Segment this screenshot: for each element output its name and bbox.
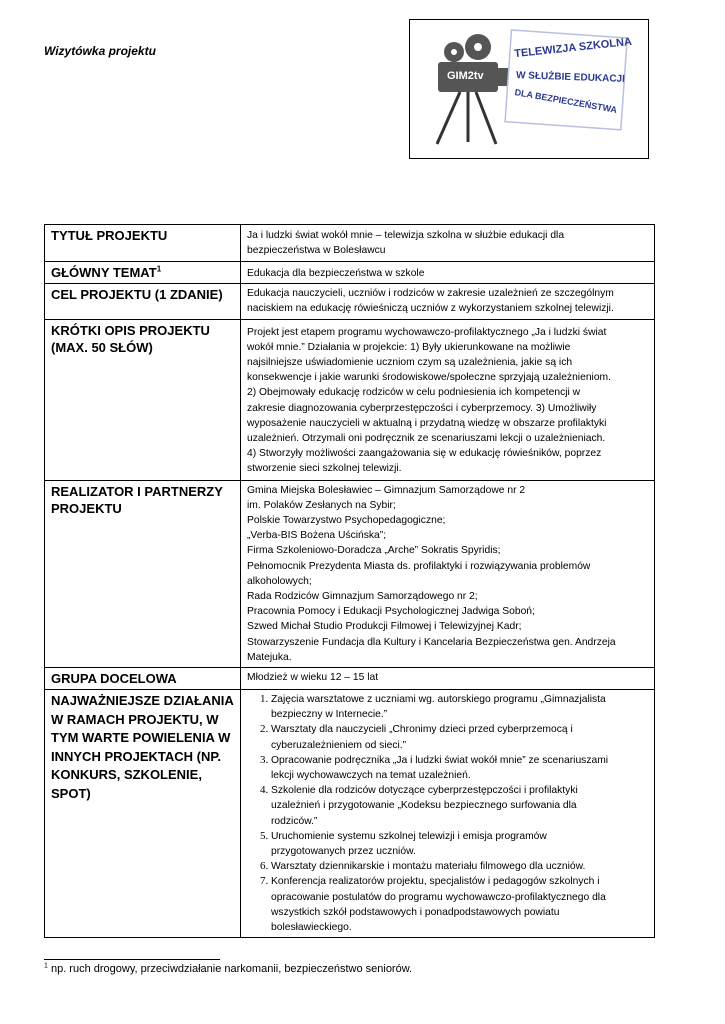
- footnote-text: np. ruch drogowy, przeciwdziałanie narkomanii, bezpieczeństwo seniorów.: [47, 963, 413, 975]
- value-line: Młodzież w wieku 12 – 15 lat: [247, 672, 379, 684]
- value-line: naciskiem na edukację rówieśniczą uczniów z wykorzystaniem szkolnej telewizji.: [247, 303, 614, 315]
- row-partners: [45, 480, 655, 667]
- logo-banner-line-3: DLA BEZPIECZEŃSTWA: [513, 87, 618, 115]
- item-line: 7. Konferencja realizatorów projektu, specjalistów i pedagogów szkolnych i: [271, 876, 600, 888]
- value-line: alkoholowych;: [247, 575, 312, 587]
- value-line: Firma Szkoleniowo-Doradcza „Arche” Sokratis Spyridis;: [247, 545, 501, 557]
- value-line: Projekt jest etapem programu wychowawczo-profilaktycznego „Ja i ludzki świat: [247, 326, 607, 338]
- item-line: wszystkich szkół podstawowych i ponadpodstawowych powiatu: [271, 906, 560, 918]
- label-line: (MAX. 50 SŁÓW): [51, 339, 153, 355]
- label-line: W RAMACH PROJEKTU, W: [51, 711, 219, 727]
- value-line: Pracownia Pomocy i Edukacji Psychologicznej Jadwiga Soboń;: [247, 606, 535, 618]
- row-activities: [45, 690, 655, 938]
- activities-list: [247, 692, 649, 935]
- row-theme: [45, 262, 655, 284]
- label-line: PROJEKTU: [51, 500, 122, 516]
- value-line: Gmina Miejska Bolesławiec – Gimnazjum Samorządowe nr 2: [247, 484, 526, 496]
- item-line: 3. Opracowanie podręcznika „Ja i ludzki świat wokół mnie” ze scenariuszami: [271, 754, 609, 766]
- item-line: opracowanie postulatów do programu wychowawczo-profilaktycznego dla: [271, 891, 606, 903]
- value-title: [241, 225, 655, 262]
- logo-banner-line-2: W SŁUŻBIE EDUKACJI: [515, 70, 626, 85]
- label-activities: [45, 690, 241, 938]
- item-line: 5. Uruchomienie systemu szkolnej telewizji i emisja programów: [271, 830, 547, 842]
- list-item: [271, 859, 649, 874]
- row-title: [45, 225, 655, 262]
- item-line: bolesławieckiego.: [271, 922, 352, 934]
- list-item: [271, 829, 649, 859]
- footnote-divider: [44, 959, 220, 960]
- value-line: Polskie Towarzystwo Psychopedagogiczne;: [247, 515, 446, 527]
- label-target: GRUPA DOCELOWA: [45, 668, 241, 690]
- value-line: 2) Obejmowały edukację rodziców w celu podniesienia ich kompetencji w: [247, 387, 581, 399]
- item-line: uzależnień i przygotowanie „Kodeksu bezpiecznego surfowania dla: [271, 800, 577, 812]
- value-line: Edukacja nauczycieli, uczniów i rodziców w zakresie uzależnień ze szczególnym: [247, 288, 614, 300]
- label-goal: CEL PROJEKTU (1 ZDANIE): [45, 284, 241, 319]
- value-line: Rada Rodziców Gimnazjum Samorządowego nr 2;: [247, 591, 478, 603]
- value-line: wyposażenie nauczycieli w aktualną i przydatną wiedzę w obszarze profilaktyki: [247, 417, 607, 429]
- item-line: cyberuzależnieniem od sieci.”: [271, 739, 407, 751]
- value-line: zakresie diagnozowania cyberprzestępczości i cyberprzemocy. 3) Umożliwiły: [247, 402, 597, 414]
- item-line: 2. Warsztaty dla nauczycieli „Chronimy dzieci przed cyberprzemocą i: [271, 724, 573, 736]
- label-title: TYTUŁ PROJEKTU: [45, 225, 241, 262]
- label-partners: [45, 480, 241, 667]
- list-item: [271, 753, 649, 783]
- project-card-table: [44, 224, 655, 938]
- value-line: Pełnomocnik Prezydenta Miasta ds. profilaktyki i rozwiązywania problemów: [247, 560, 591, 572]
- item-line: lekcji wychowawczych na temat uzależnień.: [271, 770, 471, 782]
- list-item: [271, 874, 649, 935]
- value-line: im. Polaków Zesłanych na Sybir;: [247, 499, 396, 511]
- footnote-marker: 1: [44, 962, 48, 970]
- item-line: bezpieczny w Internecie.”: [271, 709, 388, 721]
- value-line: Ja i ludzki świat wokół mnie – telewizja szkolna w służbie edukacji dla: [247, 230, 565, 241]
- label-line: TYM WARTE POWIELENIA W: [51, 730, 231, 746]
- value-line: 4) Stworzyły możliwości zaangażowania się w edukację rówieśników, poprzez: [247, 448, 602, 460]
- value-line: konsekwencje i jakie warunki środowiskowe/społeczne sprzyjają uzależnieniom.: [247, 372, 611, 384]
- value-description: [241, 319, 655, 480]
- footnote: [44, 963, 412, 975]
- footnote-ref: 1: [156, 264, 162, 274]
- row-target: [45, 668, 655, 690]
- value-line: wokół mnie.” Działania w projekcie: 1) Były ukierunkowane na możliwie: [247, 341, 571, 353]
- list-item: [271, 783, 649, 829]
- value-line: uzależnień. Otrzymali oni podręcznik ze scenariuszami lekcji o uzależnieniach.: [247, 433, 606, 445]
- camera-label: GIM2tv: [447, 70, 484, 82]
- value-line: Stowarzyszenie Fundacja dla Kultury i Kancelaria Bezpieczeństwa gen. Andrzeja: [247, 636, 616, 648]
- item-line: przygotowanych przez uczniów.: [271, 846, 416, 858]
- value-line: Matejuka.: [247, 651, 292, 663]
- value-partners: [241, 480, 655, 667]
- label-line: NAJWAŻNIEJSZE DZIAŁANIA: [51, 693, 234, 709]
- label-line: KRÓTKI OPIS PROJEKTU: [51, 322, 210, 338]
- project-logo: [409, 19, 649, 159]
- value-line: Edukacja dla bezpieczeństwa w szkole: [247, 268, 425, 279]
- item-line: 1. Zajęcia warsztatowe z uczniami wg. autorskiego programu „Gimnazjalista: [271, 694, 606, 706]
- label-description: [45, 319, 241, 480]
- label-line: KONKURS, SZKOLENIE, SPOT): [51, 767, 202, 801]
- label-line: REALIZATOR I PARTNERZY: [51, 483, 223, 499]
- value-line: Szwed Michał Studio Produkcji Filmowej i Telewizyjnej Kadr;: [247, 621, 522, 633]
- value-line: najsilniejsze uświadomienie uczniom czym są uzależnienia, jakie są ich: [247, 357, 573, 369]
- label-line: INNYCH PROJEKTACH (NP.: [51, 748, 221, 764]
- label-theme-text: GŁÓWNY TEMAT: [51, 265, 157, 280]
- value-target: [241, 668, 655, 690]
- list-item: [271, 722, 649, 752]
- value-line: „Verba-BIS Bożena Uścińska”;: [247, 530, 387, 542]
- document-title: Wizytówka projektu: [44, 44, 156, 58]
- value-theme: [241, 262, 655, 284]
- value-goal: [241, 284, 655, 319]
- value-line: stworzenie sieci szkolnej telewizji.: [247, 463, 402, 475]
- value-activities: [241, 690, 655, 938]
- item-line: 4. Szkolenie dla rodziców dotyczące cyberprzestępczości i profilaktyki: [271, 785, 578, 797]
- label-theme: [45, 262, 241, 284]
- logo-banner-line-1: TELEWIZJA SZKOLNA: [513, 35, 633, 61]
- list-item: [271, 692, 649, 722]
- item-line: 6. Warsztaty dziennikarskie i montażu materiału filmowego dla uczniów.: [271, 861, 586, 873]
- value-line: bezpieczeństwa w Bolesławcu: [247, 245, 386, 257]
- row-goal: [45, 284, 655, 319]
- item-line: rodziców.”: [271, 815, 318, 827]
- row-description: [45, 319, 655, 480]
